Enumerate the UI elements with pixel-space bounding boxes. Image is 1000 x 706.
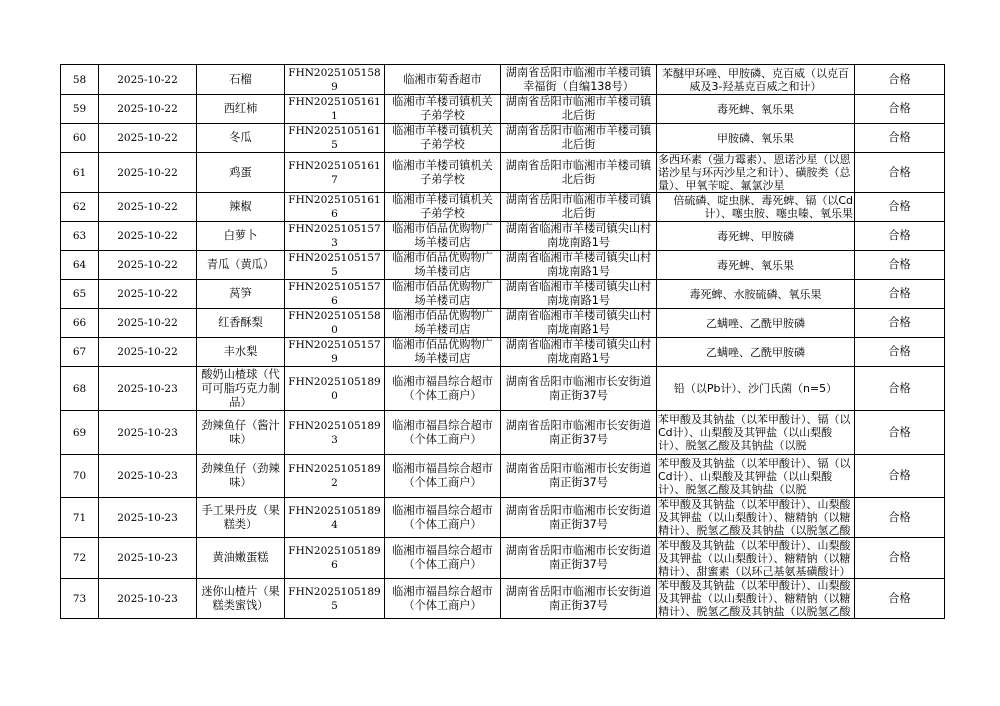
sample-name: 青瓜（黄瓜） xyxy=(197,251,285,280)
row-number: 70 xyxy=(61,455,99,498)
entity-address: 湖南省岳阳市临湘市羊楼司镇幸福街（自编138号） xyxy=(501,65,657,95)
table-row xyxy=(61,367,945,411)
row-number: 60 xyxy=(61,124,99,153)
test-items xyxy=(657,498,855,538)
table-row xyxy=(61,411,945,455)
sample-name: 西红柿 xyxy=(197,95,285,124)
entity-address: 湖南省岳阳市临湘市羊楼司镇北后街 xyxy=(501,95,657,124)
test-items xyxy=(657,455,855,498)
sample-code: FHN20251051589 xyxy=(285,65,385,95)
test-items-text: 苯甲酸及其钠盐（以苯甲酸计）、山梨酸及其钾盐（以山梨酸计）、糖精钠（以糖精计）、脱氢乙酸及其钠盐（以脱氢乙酸 xyxy=(658,579,851,618)
test-result: 合格 xyxy=(855,411,945,455)
entity-address: 湖南省岳阳市临湘市长安街道南正街37号 xyxy=(501,538,657,579)
sample-code: FHN20251051616 xyxy=(285,193,385,222)
test-result: 合格 xyxy=(855,309,945,338)
test-items: 铅（以Pb计）、沙门氏菌（n=5） xyxy=(657,367,855,411)
sampling-date: 2025-10-22 xyxy=(99,153,197,193)
sample-name: 酸奶山楂球（代可可脂巧克力制品） xyxy=(197,367,285,411)
entity-address: 湖南省岳阳市临湘市长安街道南正街37号 xyxy=(501,579,657,619)
test-result: 合格 xyxy=(855,65,945,95)
sample-code: FHN20251051611 xyxy=(285,95,385,124)
sampling-date: 2025-10-22 xyxy=(99,124,197,153)
entity-address: 湖南省临湘市羊楼司镇尖山村南垅南路1号 xyxy=(501,222,657,251)
row-number: 66 xyxy=(61,309,99,338)
test-items: 毒死蜱、氧乐果 xyxy=(657,251,855,280)
row-number: 59 xyxy=(61,95,99,124)
sample-name: 手工果丹皮（果糕类） xyxy=(197,498,285,538)
sampling-date: 2025-10-22 xyxy=(99,65,197,95)
row-number: 62 xyxy=(61,193,99,222)
test-result: 合格 xyxy=(855,222,945,251)
sampling-date: 2025-10-22 xyxy=(99,251,197,280)
sampled-entity: 临湘市福昌综合超市（个体工商户） xyxy=(385,367,501,411)
sampled-entity: 临湘市佰品优购物广场羊楼司店 xyxy=(385,251,501,280)
test-items: 乙螨唑、乙酰甲胺磷 xyxy=(657,338,855,367)
test-result: 合格 xyxy=(855,538,945,579)
test-items: 多西环素（强力霉素）、恩诺沙星（以恩诺沙星与环丙沙星之和计）、磺胺类（总量）、甲氧苄啶、氟氯沙星 xyxy=(657,153,855,193)
entity-address: 湖南省岳阳市临湘市长安街道南正街37号 xyxy=(501,498,657,538)
sampling-date: 2025-10-22 xyxy=(99,95,197,124)
sampling-date: 2025-10-23 xyxy=(99,579,197,619)
table-row xyxy=(61,153,945,193)
sampling-date: 2025-10-22 xyxy=(99,309,197,338)
row-number: 58 xyxy=(61,65,99,95)
sample-code: FHN20251051580 xyxy=(285,309,385,338)
sample-code: FHN20251051617 xyxy=(285,153,385,193)
test-result: 合格 xyxy=(855,338,945,367)
sample-code: FHN20251051890 xyxy=(285,367,385,411)
test-result: 合格 xyxy=(855,280,945,309)
test-items-text: 苯甲酸及其钠盐（以苯甲酸计）、镉（以Cd计）、山梨酸及其钾盐（以山梨酸计）、脱氢乙酸及其钠盐（以脱 xyxy=(658,413,851,452)
sample-name: 莴笋 xyxy=(197,280,285,309)
sample-name: 劲辣鱼仔（酱汁味） xyxy=(197,411,285,455)
table-row xyxy=(61,280,945,309)
entity-address: 湖南省临湘市羊楼司镇尖山村南垅南路1号 xyxy=(501,251,657,280)
sampling-date: 2025-10-23 xyxy=(99,455,197,498)
row-number: 69 xyxy=(61,411,99,455)
test-items xyxy=(657,579,855,619)
test-items-text: 苯甲酸及其钠盐（以苯甲酸计）、山梨酸及其钾盐（以山梨酸计）、糖精钠（以糖精计）、脱氢乙酸及其钠盐（以脱氢乙酸 xyxy=(658,498,851,537)
inspection-results-table xyxy=(60,64,945,619)
table-row xyxy=(61,222,945,251)
sampling-date: 2025-10-23 xyxy=(99,411,197,455)
test-items: 毒死蜱、氧乐果 xyxy=(657,95,855,124)
table-row xyxy=(61,65,945,95)
sampled-entity: 临湘市佰品优购物广场羊楼司店 xyxy=(385,309,501,338)
row-number: 73 xyxy=(61,579,99,619)
sampled-entity: 临湘市羊楼司镇机关子弟学校 xyxy=(385,124,501,153)
row-number: 61 xyxy=(61,153,99,193)
sample-name: 白萝卜 xyxy=(197,222,285,251)
sample-code: FHN20251051615 xyxy=(285,124,385,153)
sample-code: FHN20251051575 xyxy=(285,251,385,280)
entity-address: 湖南省岳阳市临湘市羊楼司镇北后街 xyxy=(501,124,657,153)
table-row xyxy=(61,579,945,619)
test-items: 乙螨唑、乙酰甲胺磷 xyxy=(657,309,855,338)
test-items xyxy=(657,538,855,579)
sampling-date: 2025-10-22 xyxy=(99,280,197,309)
sampled-entity: 临湘市羊楼司镇机关子弟学校 xyxy=(385,153,501,193)
row-number: 71 xyxy=(61,498,99,538)
test-items: 倍硫磷、啶虫脒、毒死蜱、镉（以Cd计）、噻虫胺、噻虫嗪、氧乐果 xyxy=(657,193,855,222)
sample-name: 黄油嫩蛋糕 xyxy=(197,538,285,579)
row-number: 64 xyxy=(61,251,99,280)
sampling-date: 2025-10-23 xyxy=(99,367,197,411)
test-result: 合格 xyxy=(855,193,945,222)
entity-address: 湖南省岳阳市临湘市羊楼司镇北后街 xyxy=(501,153,657,193)
row-number: 65 xyxy=(61,280,99,309)
sample-code: FHN20251051896 xyxy=(285,538,385,579)
test-result: 合格 xyxy=(855,153,945,193)
table-row xyxy=(61,338,945,367)
sampled-entity: 临湘市佰品优购物广场羊楼司店 xyxy=(385,280,501,309)
entity-address: 湖南省临湘市羊楼司镇尖山村南垅南路1号 xyxy=(501,338,657,367)
sample-name: 鸡蛋 xyxy=(197,153,285,193)
test-result: 合格 xyxy=(855,124,945,153)
entity-address: 湖南省临湘市羊楼司镇尖山村南垅南路1号 xyxy=(501,309,657,338)
sampling-date: 2025-10-23 xyxy=(99,498,197,538)
sampled-entity: 临湘市福昌综合超市（个体工商户） xyxy=(385,455,501,498)
table-row xyxy=(61,95,945,124)
entity-address: 湖南省岳阳市临湘市长安街道南正街37号 xyxy=(501,411,657,455)
sample-code: FHN20251051573 xyxy=(285,222,385,251)
sampled-entity: 临湘市佰品优购物广场羊楼司店 xyxy=(385,338,501,367)
sampling-date: 2025-10-22 xyxy=(99,338,197,367)
sample-name: 辣椒 xyxy=(197,193,285,222)
sample-name: 红香酥梨 xyxy=(197,309,285,338)
test-items: 毒死蜱、水胺硫磷、氧乐果 xyxy=(657,280,855,309)
sampled-entity: 临湘市羊楼司镇机关子弟学校 xyxy=(385,95,501,124)
sampled-entity: 临湘市福昌综合超市（个体工商户） xyxy=(385,498,501,538)
sampled-entity: 临湘市菊香超市 xyxy=(385,65,501,95)
entity-address: 湖南省岳阳市临湘市羊楼司镇北后街 xyxy=(501,193,657,222)
table-row xyxy=(61,309,945,338)
sample-name: 冬瓜 xyxy=(197,124,285,153)
sample-name: 丰水梨 xyxy=(197,338,285,367)
test-items-text: 苯甲酸及其钠盐（以苯甲酸计）、山梨酸及其钾盐（以山梨酸计）、糖精钠（以糖精计）、甜蜜素（以环己基氨基磺酸计） xyxy=(658,538,851,578)
row-number: 63 xyxy=(61,222,99,251)
sampled-entity: 临湘市羊楼司镇机关子弟学校 xyxy=(385,193,501,222)
entity-address: 湖南省临湘市羊楼司镇尖山村南垅南路1号 xyxy=(501,280,657,309)
entity-address: 湖南省岳阳市临湘市长安街道南正街37号 xyxy=(501,367,657,411)
sample-code: FHN20251051892 xyxy=(285,455,385,498)
sampled-entity: 临湘市福昌综合超市（个体工商户） xyxy=(385,538,501,579)
row-number: 68 xyxy=(61,367,99,411)
test-items: 毒死蜱、甲胺磷 xyxy=(657,222,855,251)
sampling-date: 2025-10-23 xyxy=(99,538,197,579)
entity-address: 湖南省岳阳市临湘市长安街道南正街37号 xyxy=(501,455,657,498)
sampled-entity: 临湘市福昌综合超市（个体工商户） xyxy=(385,579,501,619)
test-result: 合格 xyxy=(855,498,945,538)
table-row xyxy=(61,455,945,498)
sample-name: 迷你山楂片（果糕类蜜饯） xyxy=(197,579,285,619)
test-result: 合格 xyxy=(855,455,945,498)
test-items-text: 苯甲酸及其钠盐（以苯甲酸计）、镉（以Cd计）、山梨酸及其钾盐（以山梨酸计）、脱氢乙酸及其钠盐（以脱 xyxy=(658,456,851,496)
sampled-entity: 临湘市佰品优购物广场羊楼司店 xyxy=(385,222,501,251)
test-result: 合格 xyxy=(855,579,945,619)
test-result: 合格 xyxy=(855,367,945,411)
table-row xyxy=(61,538,945,579)
table-row xyxy=(61,251,945,280)
sample-code: FHN20251051576 xyxy=(285,280,385,309)
sample-code: FHN20251051893 xyxy=(285,411,385,455)
row-number: 72 xyxy=(61,538,99,579)
sampling-date: 2025-10-22 xyxy=(99,222,197,251)
test-result: 合格 xyxy=(855,251,945,280)
sample-code: FHN20251051579 xyxy=(285,338,385,367)
table-row xyxy=(61,498,945,538)
sample-name: 石榴 xyxy=(197,65,285,95)
row-number: 67 xyxy=(61,338,99,367)
test-items xyxy=(657,411,855,455)
test-items: 苯醚甲环唑、甲胺磷、克百威（以克百威及3-羟基克百威之和计） xyxy=(657,65,855,95)
test-items: 甲胺磷、氧乐果 xyxy=(657,124,855,153)
table-row xyxy=(61,193,945,222)
sampled-entity: 临湘市福昌综合超市（个体工商户） xyxy=(385,411,501,455)
sample-code: FHN20251051895 xyxy=(285,579,385,619)
table-row xyxy=(61,124,945,153)
sampling-date: 2025-10-22 xyxy=(99,193,197,222)
test-result: 合格 xyxy=(855,95,945,124)
sample-name: 劲辣鱼仔（劲辣味） xyxy=(197,455,285,498)
sample-code: FHN20251051894 xyxy=(285,498,385,538)
